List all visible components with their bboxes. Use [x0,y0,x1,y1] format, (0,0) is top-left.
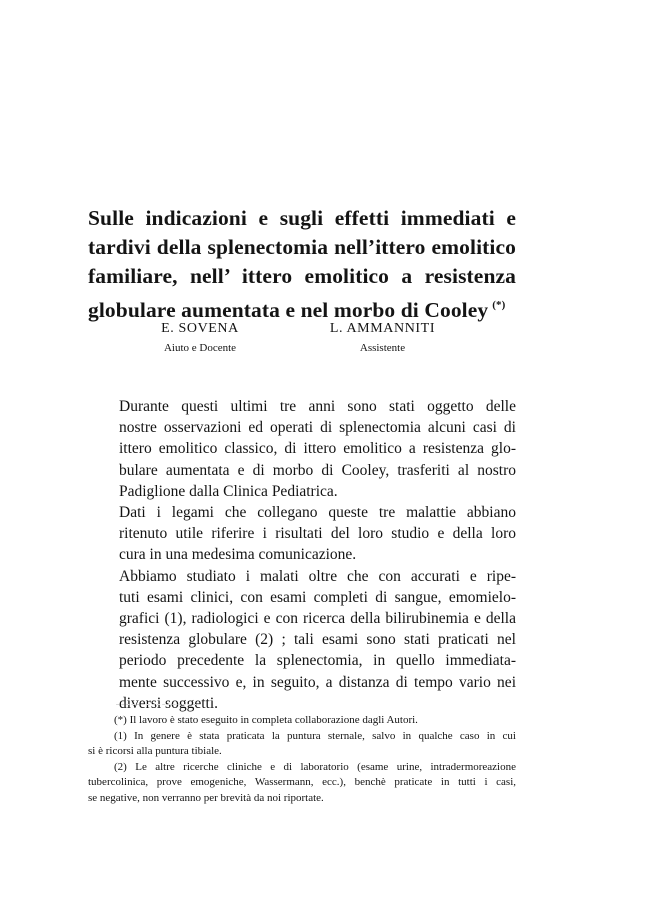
text-line: ritenuto utile riferire i risultati del loro studio e della loro [119,525,516,543]
text-line: Abbiamo studiato i malati oltre che con accurati e ripe- [119,567,516,585]
text-line: periodo precedente la splenectomia, in quello immediata- [119,652,516,670]
footnotes [88,713,516,806]
paragraph-3 [88,566,516,714]
footnote-line: (1) In genere è stata praticata la puntura sternale, salvo in qualche caso in cui [114,729,516,742]
text-line: Padiglione dalla Clinica Pediatrica. [119,482,338,500]
title-footnote-mark: (*) [492,299,506,311]
footnote-2 [88,760,516,807]
text-line: nostre osservazioni ed operati di splenectomia alcuni casi di [119,419,516,437]
text-line: bulare aumentata e di morbo di Cooley, trasferiti al nostro [119,461,516,479]
author-ammanniti [325,320,440,356]
title-line-2: tardivi della splenectomia nell’ittero emolitico [88,235,516,259]
text-line: cura in una medesima comunicazione. [119,546,357,564]
author-name: E. SOVENA [161,321,239,336]
title-line-4-text: globulare aumentata e nel morbo di Cooley [88,298,489,322]
article-title [88,204,516,325]
title-line-1: Sulle indicazioni e sugli effetti immediati e [88,206,516,230]
footnote-line: tubercolinica, prove emogeniche, Wassermann, ecc.), benchè praticate in tutti i casi, [88,776,516,788]
paragraph-2 [88,502,516,566]
footnote-line: se negative, non verranno per brevità da noi riportate. [88,791,324,804]
text-line: diversi soggetti. [119,694,219,712]
author-role: Assistente [359,342,406,354]
text-line: tuti esami clinici, con esami completi di sangue, emomielo- [119,588,516,606]
author-sovena [140,320,260,356]
footnote-line: (*) Il lavoro è stato eseguito in completa collaborazione dagli Autori. [114,714,418,726]
article-body [88,396,516,714]
text-line: Dati i legami che collegano queste tre malattie abbiano [119,504,516,522]
footnote-line: si è ricorsi alla puntura tibiale. [88,745,222,757]
text-line: Durante questi ultimi tre anni sono stati oggetto delle [119,398,516,415]
text-line: mente successivo e, in seguito, a distanza di tempo vario nei [119,673,516,691]
paragraph-1 [88,396,516,502]
footnote-1 [88,729,516,760]
author-role: Aiuto e Docente [163,342,237,354]
text-line: resistenza globulare (2) ; tali esami sono stati praticati nel [119,631,516,649]
footnote-separator [116,704,196,705]
text-line: grafici (1), radiologici e con ricerca della bilirubinemia e della [119,610,516,628]
author-name: L. AMMANNITI [329,321,436,336]
text-line: ittero emolitico classico, di ittero emolitico a resistenza glo- [119,440,516,458]
footnote-star [88,713,516,729]
footnote-line: (2) Le altre ricerche cliniche e di laboratorio (esame urine, intradermoreazione [114,760,516,773]
title-line-3: familiare, nell’ ittero emolitico a resistenza [88,264,516,288]
